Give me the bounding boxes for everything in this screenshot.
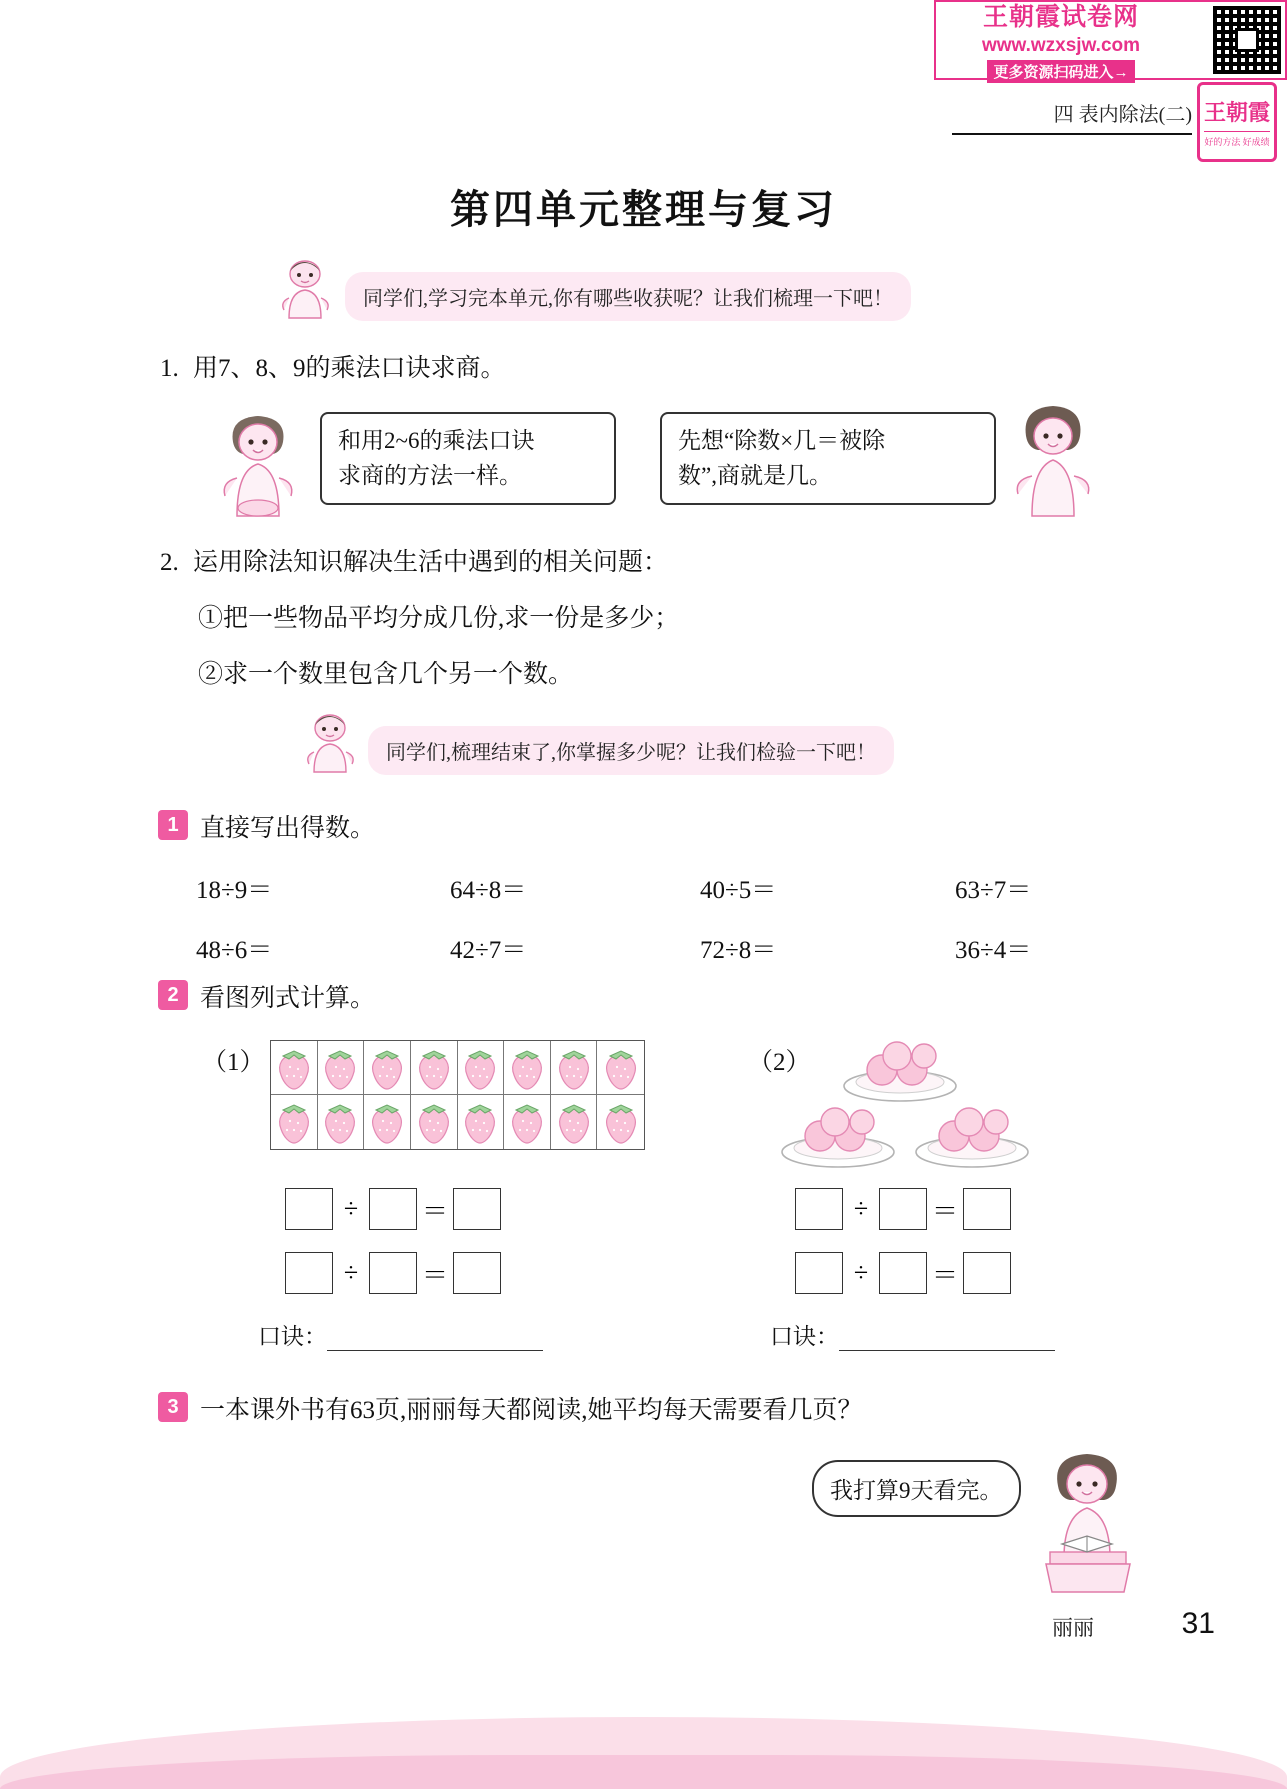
- koujue-blank-line[interactable]: [839, 1326, 1055, 1351]
- exercise-1-title: 直接写出得数。: [200, 815, 376, 842]
- answer-box[interactable]: [453, 1252, 501, 1294]
- ex3-girl-name: 丽丽: [1052, 1616, 1094, 1640]
- expr-r1c4: 63÷7＝: [955, 877, 1032, 904]
- ex2-1-koujue: [258, 1318, 543, 1351]
- divide-op: ÷: [343, 1194, 359, 1223]
- bubble-right-line2: 数”,商就是几。: [678, 462, 832, 488]
- strawberry-item: [318, 1041, 365, 1095]
- ex2-2-equation-row-2: [795, 1252, 1011, 1294]
- banner-text-block: [936, 2, 1186, 81]
- expr-r1c1: 18÷9＝: [196, 877, 273, 904]
- answer-box[interactable]: [369, 1252, 417, 1294]
- expr-r2c1: 48÷6＝: [196, 937, 273, 964]
- strawberry-item: [551, 1095, 598, 1149]
- girl-illustration-right: [1010, 400, 1096, 518]
- answer-box[interactable]: [453, 1188, 501, 1230]
- equals-op: ＝: [931, 1196, 958, 1226]
- ex2-2-equation-row-1: [795, 1188, 1011, 1230]
- koujue-label: 口诀：: [258, 1324, 327, 1349]
- answer-box[interactable]: [795, 1252, 843, 1294]
- page-number: 31: [1181, 1607, 1215, 1640]
- bubble-left-line1: 和用2~6的乘法口诀: [338, 428, 535, 453]
- answer-box[interactable]: [285, 1188, 333, 1230]
- answer-box[interactable]: [963, 1252, 1011, 1294]
- brand-stamp: [1197, 82, 1277, 162]
- equals-op: ＝: [421, 1196, 448, 1226]
- boy-illustration-1: [275, 258, 335, 320]
- strawberry-item: [364, 1095, 411, 1149]
- strawberry-item: [411, 1095, 458, 1149]
- bubble-right-method: [660, 412, 996, 505]
- exercise-1-badge: 1: [158, 810, 188, 840]
- strawberry-item: [458, 1041, 505, 1095]
- strawberry-item: [318, 1095, 365, 1149]
- girl-reading-illustration: [1032, 1440, 1142, 1600]
- page-title: 第四单元整理与复习: [450, 187, 837, 232]
- expr-r2c2: 42÷7＝: [450, 937, 527, 964]
- strawberry-grid: [270, 1040, 645, 1150]
- strawberry-item: [271, 1095, 318, 1149]
- strawberry-item: [597, 1041, 644, 1095]
- bubble-right-line1: 先想“除数×几＝被除: [678, 428, 886, 453]
- exercise-2-badge: 2: [158, 980, 188, 1010]
- peach-plate-right: [912, 1098, 1032, 1175]
- stamp-sub-text: 好的方法 好成绩: [1204, 131, 1269, 148]
- ex3-speech-bubble: 我打算9天看完。: [812, 1460, 1021, 1517]
- exercise-3-badge: 3: [158, 1392, 188, 1422]
- equals-op: ＝: [931, 1260, 958, 1290]
- divide-op: ÷: [853, 1258, 869, 1287]
- answer-box[interactable]: [795, 1188, 843, 1230]
- bubble-left-line2: 求商的方法一样。: [338, 462, 522, 488]
- stamp-main-text: 王朝霞: [1203, 100, 1270, 125]
- answer-box[interactable]: [963, 1188, 1011, 1230]
- strawberry-item: [364, 1041, 411, 1095]
- banner-url: www.wzxsjw.com: [981, 35, 1141, 56]
- strawberry-item: [411, 1041, 458, 1095]
- girl-illustration-left: [215, 408, 301, 518]
- point-2-number: 2.: [160, 549, 179, 576]
- banner-title: 王朝霞试卷网: [982, 3, 1139, 31]
- point-2-line: [160, 542, 668, 578]
- expr-r1c2: 64÷8＝: [450, 877, 527, 904]
- point-2-item-1: ①把一些物品平均分成几份,求一份是多少；: [198, 605, 680, 632]
- bubble-left-method: [320, 412, 616, 505]
- strawberry-item: [551, 1041, 598, 1095]
- divide-op: ÷: [343, 1258, 359, 1287]
- strawberry-item: [271, 1041, 318, 1095]
- expr-r1c3: 40÷5＝: [700, 877, 777, 904]
- answer-box[interactable]: [879, 1252, 927, 1294]
- strawberry-item: [504, 1041, 551, 1095]
- strawberry-item: [458, 1095, 505, 1149]
- ex2-1-equation-row-1: [285, 1188, 501, 1230]
- strawberry-item: [597, 1095, 644, 1149]
- ex2-1-equation-row-2: [285, 1252, 501, 1294]
- answer-box[interactable]: [879, 1188, 927, 1230]
- qr-code-icon: [1213, 6, 1281, 74]
- exercise-2-title: 看图列式计算。: [200, 985, 376, 1012]
- answer-box[interactable]: [369, 1188, 417, 1230]
- point-1-line: [160, 348, 506, 384]
- strawberry-item: [504, 1095, 551, 1149]
- point-1-text: 用7、8、9的乘法口诀求商。: [193, 355, 506, 382]
- peach-plate-left: [778, 1098, 898, 1175]
- answer-box[interactable]: [285, 1252, 333, 1294]
- expr-r2c3: 72÷8＝: [700, 937, 777, 964]
- equals-op: ＝: [421, 1260, 448, 1290]
- ex2-2-koujue: [770, 1318, 1055, 1351]
- site-banner: [934, 0, 1287, 80]
- check-speech-bubble: 同学们,梳理结束了,你掌握多少呢？让我们检验一下吧！: [368, 726, 894, 775]
- chapter-header: 四 表内除法(二): [952, 98, 1192, 135]
- divide-op: ÷: [853, 1194, 869, 1223]
- koujue-label: 口诀：: [770, 1324, 839, 1349]
- banner-subtitle: 更多资源扫码进入→: [987, 60, 1134, 83]
- point-1-number: 1.: [160, 355, 179, 382]
- expr-r2c4: 36÷4＝: [955, 937, 1032, 964]
- exercise-3-title: 一本课外书有63页,丽丽每天都阅读,她平均每天需要看几页？: [200, 1397, 863, 1424]
- point-2-text: 运用除法知识解决生活中遇到的相关问题：: [193, 549, 669, 576]
- intro-speech-bubble: 同学们,学习完本单元,你有哪些收获呢？让我们梳理一下吧！: [345, 272, 911, 321]
- koujue-blank-line[interactable]: [327, 1326, 543, 1351]
- ex2-label-1: （1）: [202, 1049, 265, 1076]
- point-2-item-2: ②求一个数里包含几个另一个数。: [198, 661, 574, 688]
- ex2-label-2: （2）: [748, 1049, 811, 1076]
- boy-illustration-2: [300, 712, 360, 774]
